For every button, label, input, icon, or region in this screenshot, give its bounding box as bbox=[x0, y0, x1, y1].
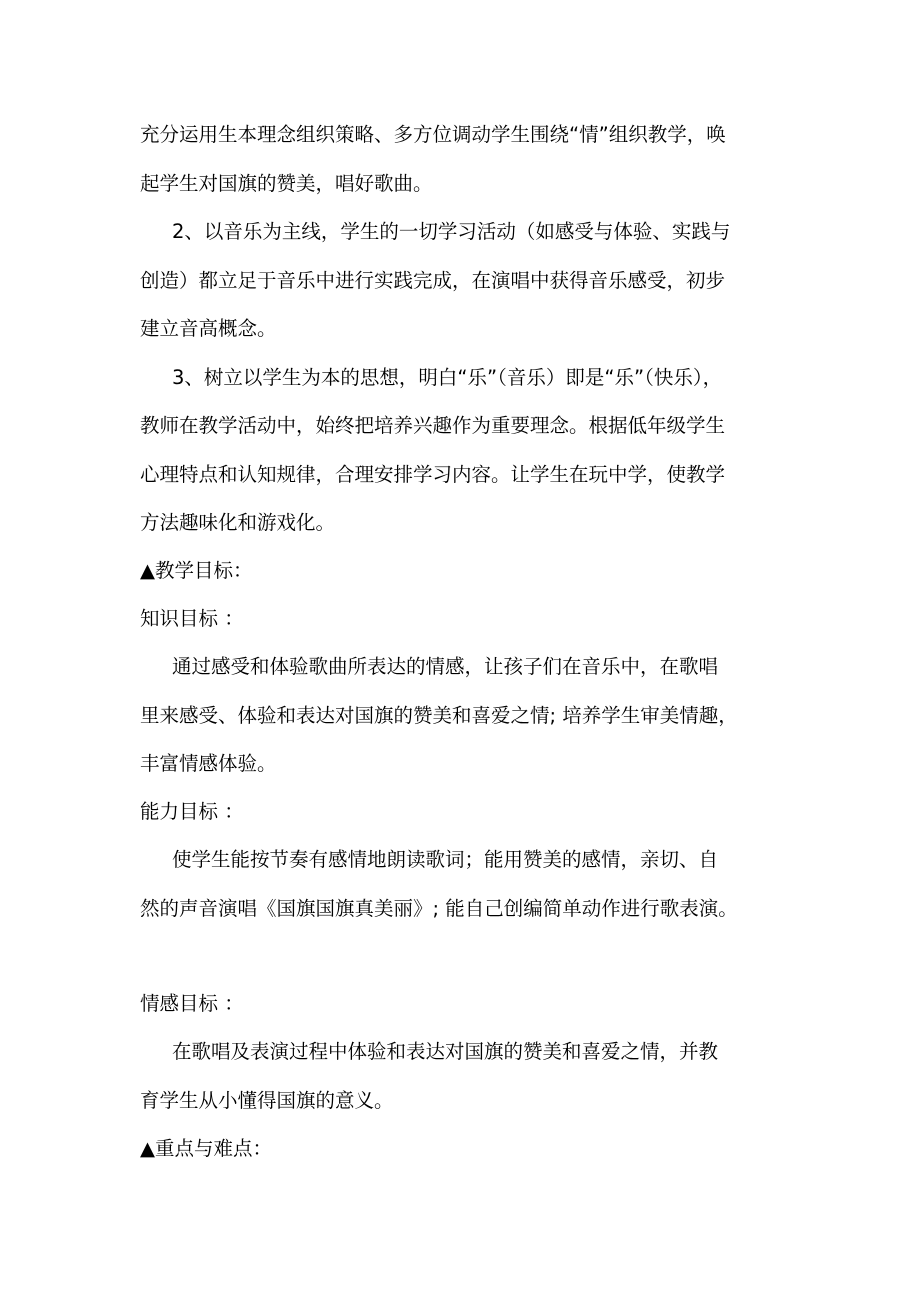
subheading-knowledge-goals: 知识目标 ： bbox=[140, 607, 244, 630]
subheading-emotion-goals: 情感目标 ： bbox=[140, 992, 244, 1015]
paragraph-line: 教师在教学活动中，始终把培养兴趣作为重要理念。根据低年级学生 bbox=[140, 414, 726, 437]
paragraph-line: 丰富情感体验。 bbox=[140, 752, 277, 775]
paragraph-line: 里来感受、体验和表达对国旗的赞美和喜爱之情; 培养学生审美情趣， bbox=[140, 704, 738, 727]
paragraph-line: 通过感受和体验歌曲所表达的情感，让孩子们在音乐中，在歌唱 bbox=[172, 655, 719, 678]
paragraph-line: 方法趣味化和游戏化。 bbox=[140, 511, 336, 534]
paragraph-line: 2、以音乐为主线，学生的一切学习活动（如感受与体验、实践与 bbox=[172, 220, 731, 243]
section-heading-teaching-goals: ▲教学目标： bbox=[140, 559, 253, 582]
paragraph-line: 创造）都立足于音乐中进行实践完成，在演唱中获得音乐感受，初步 bbox=[140, 269, 726, 292]
paragraph-line: 使学生能按节奏有感情地朗读歌词；能用赞美的感情，亲切、自 bbox=[172, 848, 719, 871]
section-heading-key-points: ▲重点与难点： bbox=[140, 1137, 272, 1160]
paragraph-line: 然的声音演唱《国旗国旗真美丽》; 能自己创编简单动作进行歌表演。 bbox=[140, 897, 738, 920]
paragraph-line: 起学生对国旗的赞美，唱好歌曲。 bbox=[140, 172, 433, 195]
subheading-ability-goals: 能力目标 ： bbox=[140, 800, 244, 823]
paragraph-line: 育学生从小懂得国旗的意义。 bbox=[140, 1089, 394, 1112]
paragraph-line: 在歌唱及表演过程中体验和表达对国旗的赞美和喜爱之情，并教 bbox=[172, 1040, 719, 1063]
paragraph-line: 建立音高概念。 bbox=[140, 317, 277, 340]
paragraph-line: 3、树立以学生为本的思想，明白“乐”（音乐）即是“乐”（快乐）， bbox=[172, 366, 723, 389]
paragraph-line: 心理特点和认知规律，合理安排学习内容。让学生在玩中学，使教学 bbox=[140, 463, 726, 486]
paragraph-line: 充分运用生本理念组织策略、多方位调动学生围绕“情”组织教学，唤 bbox=[140, 123, 726, 146]
